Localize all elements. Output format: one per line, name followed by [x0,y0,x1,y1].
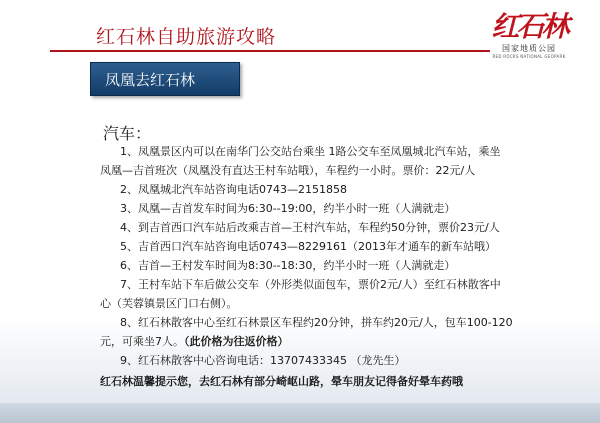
route-badge: 凤凰去红石林 [90,62,240,96]
list-item: 凤凰—吉首班次（凤凰没有直达王村车站哦），车程约一小时。票价：22元/人 [100,164,476,177]
list-item: 6、吉首—王村发车时间为8:30--18:30，约半小时一班（人满就走） [120,259,456,272]
logo-english-text: RED ROCKS NATIONAL GEOPARK [492,54,566,59]
list-item [100,332,550,351]
list-item: 2、凤凰城北汽车站咨询电话0743—2151858 [120,183,347,196]
section-heading: 汽车： [103,124,152,143]
list-item: 9、红石林散客中心咨询电话：13707433345 （龙先生） [120,354,406,367]
list-item: 8、红石林散客中心至红石林景区车程约20分钟，拼车约20元/人，包车100-120 [120,316,513,329]
list-item: 4、到吉首西口汽车站后改乘吉首—王村汽车站，车程约50分钟，票价23元/人 [120,221,500,234]
list-item-text: 元，可乘坐7人。 [100,335,184,348]
price-note: （此价格为往返价格） [184,335,289,348]
page-title: 红石林自助旅游攻略 [96,26,277,48]
title-divider [50,50,490,52]
list-item: 7、王村车站下车后做公交车（外形类似面包车，票价2元/人）至红石林散客中 [120,278,501,291]
route-instructions [100,142,550,391]
list-item: 心（芙蓉镇景区门口右侧）。 [100,297,238,310]
geopark-logo [474,12,584,59]
travel-warning: 红石林温馨提示您，去红石林有部分崎岖山路，晕车朋友记得备好晕车药哦 [100,375,463,388]
list-item: 5、吉首西口汽车站咨询电话0743—8229161（2013年才通车的新车站哦） [120,240,496,253]
list-item: 1、凤凰景区内可以在南华门公交站台乘坐 1路公交车至凤凰城北汽车站，乘坐 [120,145,501,158]
logo-mark: 红石林 [491,10,567,43]
logo-chinese-text: 国家地质公园 [502,44,556,53]
footer-bar [0,403,600,423]
list-item: 3、凤凰—吉首发车时间为6:30--19:00，约半小时一班（人满就走） [120,202,456,215]
